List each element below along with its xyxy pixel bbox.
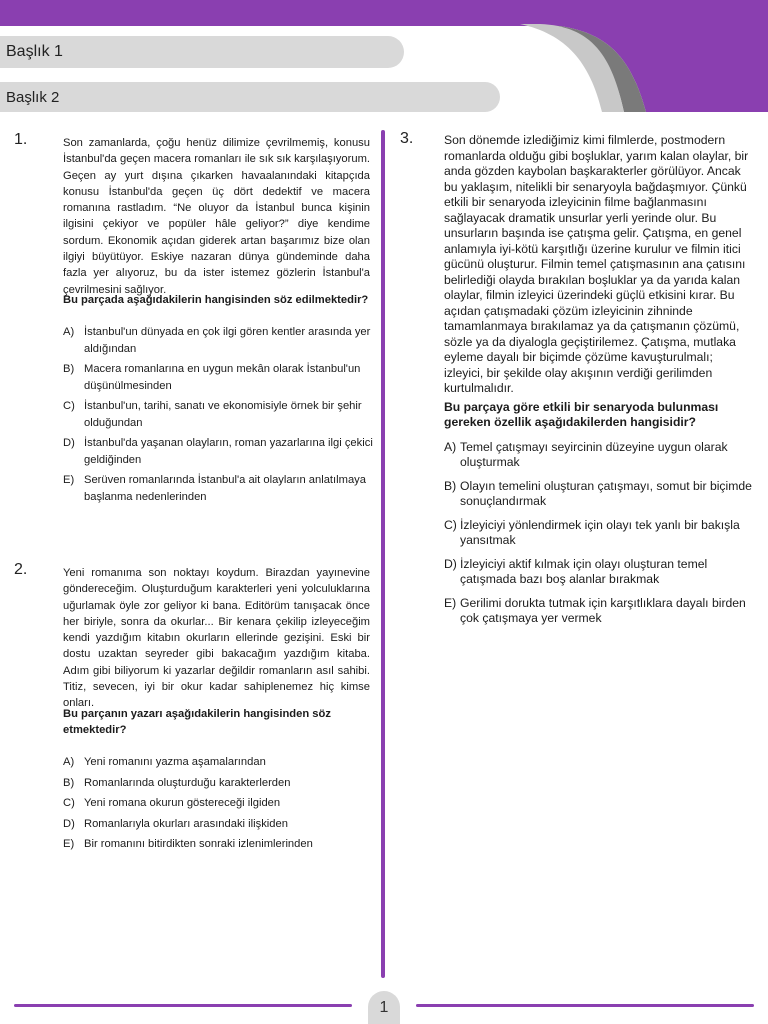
option-letter: E): [444, 596, 457, 610]
option-letter: C): [444, 518, 457, 532]
option-text: Romanlarıyla okurları arasındaki ilişkiden: [84, 817, 288, 830]
column-divider: [381, 130, 385, 978]
question-1-stem: Son zamanlarda, çoğu henüz dilimize çevrilmemiş, konusu İstanbul'da geçen macera romanları ile sık sık karşılaşıyorum. Geçen ay yurt dışına çıkarken havaalanındaki kitapçıda konusu İstanbul'da geçen üç dört dedektif ve macera romanına rastladım. “Ne oluyor da İstanbul bunca kişinin ilgisini çekiyor ve popüler hâle geliyor?” diye kendime sordum. Ekonomik açıdan giderek artan başarımız bize olan ilgiyi büyütüyor. Eskiye nazaran dünya gündeminde daha fazla yer alıyoruz, bu da ister istemez gözlerin İstanbul'a çevrilmesini sağlıyor.: [63, 137, 370, 296]
option-text: Macera romanlarına en uygun mekân olarak İstanbul'un düşünülmesinden: [84, 363, 361, 392]
question-2-prompt: Bu parçanın yazarı aşağıdakilerin hangisinden söz etmektedir?: [63, 708, 331, 736]
question-3-option-e[interactable]: [444, 596, 758, 626]
question-3-number: 3.: [400, 130, 414, 147]
option-text: Bir romanını bitirdikten sonraki izlenimlerinden: [84, 838, 313, 850]
option-letter: D): [63, 437, 75, 449]
option-text: Temel çatışmayı seyircinin düzeyine uygun olarak oluşturmak: [460, 440, 728, 469]
question-1-option-c[interactable]: [63, 398, 373, 431]
question-2-option-d[interactable]: [63, 816, 373, 833]
question-3-option-b[interactable]: [444, 479, 758, 509]
option-letter: D): [444, 557, 457, 571]
question-1-option-e[interactable]: [63, 472, 373, 505]
question-2-option-b[interactable]: [63, 775, 373, 792]
option-letter: C): [63, 400, 75, 412]
option-text: Gerilimi dorukta tutmak için karşıtlıklara dayalı birden çok çatışmaya yer vermek: [460, 596, 746, 625]
option-letter: A): [63, 756, 75, 768]
option-letter: D): [63, 817, 75, 830]
option-letter: C): [63, 797, 75, 809]
question-2-option-a[interactable]: [63, 754, 373, 771]
question-1-option-b[interactable]: [63, 361, 373, 394]
question-1-prompt: Bu parçada aşağıdakilerin hangisinden söz edilmektedir?: [63, 294, 369, 306]
page-number: 1: [368, 991, 400, 1024]
question-3-prompt: Bu parçaya göre etkili bir senaryoda bulunması gereken özellik aşağıdakilerden hangisidir?: [444, 400, 719, 429]
option-text: Yeni romanını yazma aşamalarından: [84, 756, 266, 768]
option-letter: E): [63, 838, 75, 850]
option-letter: B): [63, 776, 75, 789]
question-3-option-a[interactable]: [444, 440, 758, 470]
question-2-option-c[interactable]: [63, 795, 373, 812]
option-text: İstanbul'un, tarihi, sanatı ve ekonomisiyle örnek bir şehir olduğundan: [84, 400, 362, 429]
option-text: İstanbul'un dünyada en çok ilgi gören kentler arasında yer aldığından: [84, 326, 371, 355]
option-letter: B): [444, 479, 457, 493]
option-text: Romanlarında oluşturduğu karakterlerden: [84, 776, 291, 789]
question-1-number: 1.: [14, 131, 28, 148]
option-text: İzleyiciyi aktif kılmak için olayı oluşturan temel çatışmada bazı boş alanlar bırakmak: [460, 557, 708, 586]
option-text: İzleyiciyi yönlendirmek için olayı tek yanlı bir bakışla yansıtmak: [460, 518, 740, 547]
option-letter: A): [444, 440, 457, 454]
option-letter: B): [63, 363, 75, 375]
question-2-option-e[interactable]: [63, 836, 373, 853]
question-3-option-c[interactable]: [444, 518, 758, 548]
question-2-number: 2.: [14, 561, 28, 578]
question-2-stem: Yeni romanıma son noktayı koydum. Birazdan yayınevine göndereceğim. Oluşturduğum karakterleri yeni yolculuklarına uğurlamak öyle zor geliyor ki bana. Editörüm tanışacak önce her biriyle, sonra da okurlar... Bir kenara çekilip izleyeceğim kendi yazdığım kitabın okurların ellerinde gezişini. Eski bir dostu uzaktan seyreder gibi bakacağım yazdığım kitaba. Adım gibi biliyorum ki yazarlar değildir romanların asıl sahibi. Titiz, sevecen, iyi bir okur kadar sahiplenemez hiç kimse onları.: [63, 567, 370, 710]
option-text: Serüven romanlarında İstanbul'a ait olayların anlatılmaya başlanma nedenlerinden: [84, 474, 366, 503]
question-2-options: [63, 754, 373, 853]
question-3-option-d[interactable]: [444, 557, 758, 587]
option-letter: E): [63, 474, 75, 486]
footer-line-left: [14, 1004, 352, 1007]
option-letter: A): [63, 326, 75, 338]
question-1-options: [63, 324, 373, 505]
question-1-option-a[interactable]: [63, 324, 373, 357]
option-text: Yeni romana okurun göstereceği ilgiden: [84, 797, 281, 809]
footer-line-right: [416, 1004, 754, 1007]
option-text: İstanbul'da yaşanan olayların, roman yazarlarına ilgi çekici geldiğinden: [84, 437, 373, 466]
question-3-stem: Son dönemde izlediğimiz kimi filmlerde, postmodern romanlarda olduğu gibi boşluklar, yarım kalan olaylar, bir anda gözden kaybolan başkarakterler görülüyor. Ancak bu yaklaşım, nitelikli bir senaryoyla bağdaşmıyor. Çünkü etkili bir senaryoda izleyicinin filme bağlanmasını sağlayacak dramatik unsurlar yerli yerinde olur. Bu unsurların başında ise çatışma gelir. Çatışma, en genel anlamıyla iyi-kötü karşıtlığı üzerine kurulur ve filmin itici gücünü oluşturur. Filmin temel çatışmasının ana çatısını belirlediği olayda bırakılan boşluklar ya da yarıda kalan olaylar, filmin izleyici üzerindeki güçlü etkisini kırar. Bu açıdan çatışmadaki çözüm izleyicinin zihninde tamamlanmaya bırakılamaz ya da çatışmanın çözümü, sözle ya da diyalogla geçiştirilemez. Çatışma, mutlaka eyleme dayalı bir biçimde çözüme kavuşturulmalı; izleyici, bir şekilde olay akışının verdiği gerilimden kurtulmalıdır.: [444, 133, 749, 395]
heading-2: Başlık 2: [0, 82, 500, 112]
question-3-options: [444, 440, 758, 635]
heading-1: Başlık 1: [0, 36, 404, 68]
question-1-option-d[interactable]: [63, 435, 373, 468]
option-text: Olayın temelini oluşturan çatışmayı, somut bir biçimde sonuçlandırmak: [460, 479, 752, 508]
